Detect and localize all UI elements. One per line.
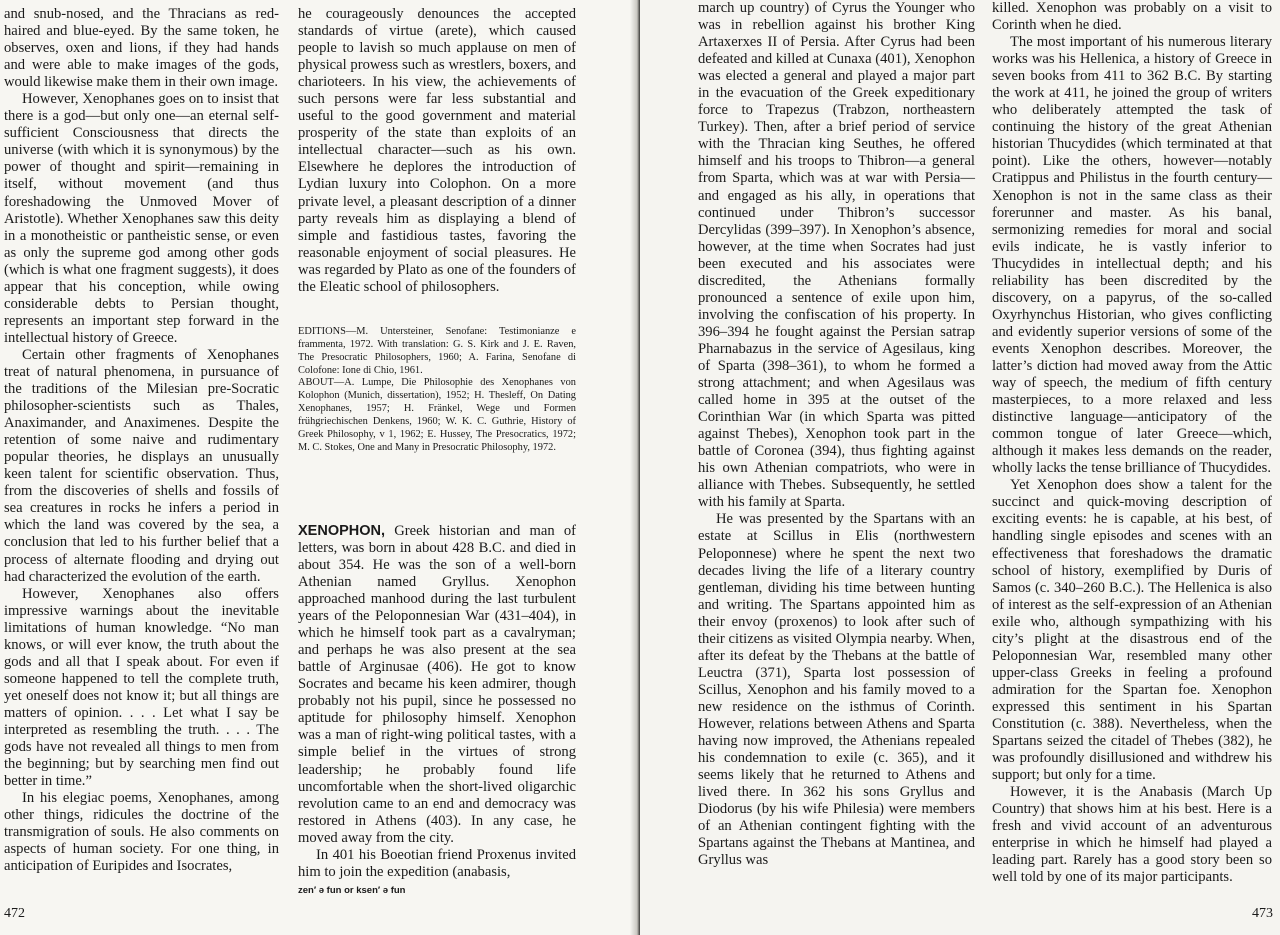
page-number-left: 472 bbox=[4, 906, 25, 921]
paragraph: he courageously denounces the accepted standards of virtue (arete), which caused people to lavish so much applause on men of physical prowess such as wrestlers, boxers, and charioteers. In his view, the achievements of such persons were far less substantial and useful to the good government and material prosperity of the state than exploits of an intellectual character—such as his own. Elsewhere he deplores the introduction of Lydian luxury into Colophon. On a more private level, a pleasant description of a dinner party reveals him as displaying a blend of simple and fastidious tastes, favoring the reasonable enjoyment of social pleasures. He was regarded by Plato as one of the founders of the Eleatic school of philosophers. bbox=[298, 6, 576, 295]
paragraph: The most important of his numerous literary works was his Hellenica, a history of Greece in seven books from 411 to 362 B.C. By starting the work at 411, he joined the group of writers who deliberately attempted the task of continuing the history of the great Athenian historian Thucydides (which terminated at that point). Like the others, however—notably Cratippus and Philistus in the fourth century—Xenophon is not in the same class as their forerunner and master. As his banal, sermonizing remedies for moral and social evils indicate, he is vastly inferior to Thucydides in intellectual depth; and his reliability has been discredited by the discovery, on a papyrus, of the so-called Oxyrhynchus Historian, who gives conflicting and evidently superior versions of some of the events Xenophon describes. Moreover, the latter’s diction had moved away from the Attic way of speech, the medium of fifth century masterpieces, to a more relaxed and less distinctive language—anticipatory of the common tongue of later Greece—which, although it makes less demands on the reader, wholly lacks the tense brilliance of Thucydides. bbox=[992, 34, 1272, 477]
editions-label: EDITIONS bbox=[298, 325, 346, 337]
about-label: ABOUT bbox=[298, 377, 334, 389]
pronunciation-footnote: zen′ ə fun or ksen′ ə fun bbox=[298, 884, 406, 896]
about-text: —A. Lumpe, Die Philosophie des Xenophanes von Kolophon (Munich, dissertation), 1952; H. Thesleff, On Dating Xenophanes, 1957; H. Fränkel, Wege und Formen frühgriechischen Denkens, 1960; W. K. C. Guthrie, History of Greek Philosophy, v 1, 1962; E. Hussey, The Presocratics, 1972; M. C. Stokes, One and Many in Presocratic Philosophy, 1972. bbox=[298, 377, 576, 453]
about-reference bbox=[298, 377, 576, 454]
paragraph: and snub-nosed, and the Thracians as red-haired and blue-eyed. By the same token, he observes, oxen and lions, if they had hands and were able to make images of the gods, would likewise make them in their own image. bbox=[4, 6, 279, 91]
editions-reference bbox=[298, 326, 576, 378]
paragraph: In his elegiac poems, Xenophanes, among other things, ridicules the doctrine of the transmigration of souls. He also comments on aspects of human society. For one thing, in anticipation of Euripides and Isocrates, bbox=[4, 790, 279, 875]
editions-text: —M. Untersteiner, Senofane: Testimonianze e frammenta, 1972. With translation: G. S. Kirk and J. E. Raven, The Presocratic Philosophers, 1960; A. Farina, Senofane di Colofone: Ione di Chio, 1961. bbox=[298, 325, 576, 376]
right-column-2 bbox=[992, 0, 1272, 886]
entry-headword: XENOPHON, bbox=[298, 522, 386, 539]
xenophon-entry bbox=[298, 523, 576, 899]
paragraph: march up country) of Cyrus the Younger who was in rebellion against his brother King Artaxerxes II of Persia. After Cyrus had been defeated and killed at Cunaxa (401), Xenophon was elected a general and played a major part in the evacuation of the Greek expeditionary force to Trapezus (Trabzon, northeastern Turkey). Then, after a brief period of service with the Thracian king Seuthes, he offered himself and his troops to Thibron—a general from Sparta, which was at war with Persia—and engaged as his ally, in operations that continued under Thibron’s successor Dercylidas (399–397). In Xenophon’s absence, however, at the time when Socrates had just been executed and his associates were discredited, the Athenians formally pronounced a sentence of exile upon him, involving the confiscation of his property. In 396–394 he fought against the Persian satrap Pharnabazus in the service of Agesilaus, king of Sparta (398–361), to whom he formed a strong attachment; and when Agesilaus was called home in 395 at the outset of the Corinthian War (in which Sparta was pitted against Thebes), Xenophon took part in the battle of Coronea (394), thus fighting against his own Athenian compatriots, who were in alliance with Thebes. Subsequently, he settled with his family at Sparta. bbox=[698, 0, 975, 511]
left-column-2 bbox=[298, 6, 576, 899]
entry-first-paragraph bbox=[298, 523, 576, 847]
xenophanes-conclusion bbox=[298, 6, 576, 296]
right-page bbox=[640, 0, 1280, 935]
paragraph: However, Xenophanes also offers impressive warnings about the inevitable limitations of human knowledge. “No man knows, or will ever know, the truth about the gods and all that I speak about. For even if someone happened to tell the complete truth, yet oneself does not know it; but all things are matters of opinion. . . . Let what I say be interpreted as resembling the truth. . . . The gods have not revealed all things to men from the beginning; but by searching men find out better in time.” bbox=[4, 585, 279, 790]
paragraph: However, it is the Anabasis (March Up Country) that shows him at his best. Here is a fresh and vivid account of an adventurous enterprise in which he himself had played a leading part. Rarely has a good story been so well told by one of its major participants. bbox=[992, 784, 1272, 886]
right-column-1 bbox=[698, 0, 975, 869]
bibliography-block bbox=[298, 326, 576, 455]
paragraph: Yet Xenophon does show a talent for the succinct and quick-moving description of exciting events: he is capable, at his best, of handling single episodes and scenes with an effectiveness that foreshadows the dramatic school of history, exemplified by Duris of Samos (c. 340–260 B.C.). The Hellenica is also of interest as the self-expression of an Athenian exile who, although sympathizing with his city’s plight at the disastrous end of the Peloponnesian War, resembled many other upper-class Greeks in feeling a profound admiration for the Spartan foe. Xenophon expressed this sentiment in his Spartan Constitution (c. 388). Nevertheless, when the Spartans seized the citadel of Thebes (382), he was profoundly disillusioned and withdrew his support; but only for a time. bbox=[992, 477, 1272, 784]
paragraph: killed. Xenophon was probably on a visit to Corinth when he died. bbox=[992, 0, 1272, 34]
page-number-right: 473 bbox=[1252, 906, 1273, 921]
paragraph: However, Xenophanes goes on to insist that there is a god—but only one—an eternal self-sufficient Consciousness that directs the universe (with which it is synonymous) by the power of thought and spirit—remaining in itself, without movement (and thus foreshadowing the Unmoved Mover of Aristotle). Whether Xenophanes saw this deity in a monotheistic or pantheistic sense, or even as only the supreme god among other gods (which is what one fragment suggests), it does appear that his conception, while owing considerable debts to Persian thought, represents an important step forward in the intellectual history of Greece. bbox=[4, 91, 279, 346]
entry-first-text: Greek historian and man of letters, was born in about 428 B.C. and died in about 354. He was the son of a well-born Athenian named Gryllus. Xenophon approached manhood during the last turbulent years of the Peloponnesian War (431–404), in which he himself took part as a cavalryman; and perhaps he was also present at the sea battle of Arginusae (406). He got to know Socrates and became his keen admirer, though probably not his pupil, since he possessed no aptitude for philosophy himself. Xenophon was a man of right-wing political tastes, with a simple belief in the virtues of strong leadership; he probably found life uncomfortable when the short-lived oligarchic revolution came to an end and democracy was restored in Athens (403). In any case, he moved away from the city. bbox=[298, 522, 576, 846]
entry-second-paragraph: In 401 his Boeotian friend Proxenus invited him to join the expedition (anabasis, bbox=[298, 846, 576, 880]
paragraph: Certain other fragments of Xenophanes treat of natural phenomena, in pursuance of the traditions of the Milesian pre-Socratic philosopher-scientists such as Thales, Anaximander, and Anaximenes. Despite the retention of some naive and rudimentary popular theories, he displays an unusually keen talent for scientific observation. Thus, from the discoveries of shells and fossils of sea creatures in rocks he infers a period in which the land was covered by the sea, a conclusion that led to his further belief that a process of alternate flooding and drying out had characterized the evolution of the earth. bbox=[4, 346, 279, 585]
paragraph: He was presented by the Spartans with an estate at Scillus in Elis (northwestern Peloponnese) where he spent the next two decades living the life of a literary country gentleman, dividing his time between hunting and writing. The Spartans appointed him as their envoy (proxenos) to look after such of their citizens as visited Olympia nearby. When, after its defeat by the Thebans at the battle of Leuctra (371), Sparta lost possession of Scillus, Xenophon and his family moved to a new residence on the isthmus of Corinth. However, relations between Athens and Sparta having now improved, the Athenians repealed his condemnation to exile (c. 365), and it seems likely that he returned to Athens and lived there. In 362 his sons Gryllus and Diodorus (by his wife Philesia) were members of an Athenian contingent fighting with the Spartans against the Thebans at Mantinea, and Gryllus was bbox=[698, 511, 975, 869]
left-column-1 bbox=[4, 6, 279, 875]
